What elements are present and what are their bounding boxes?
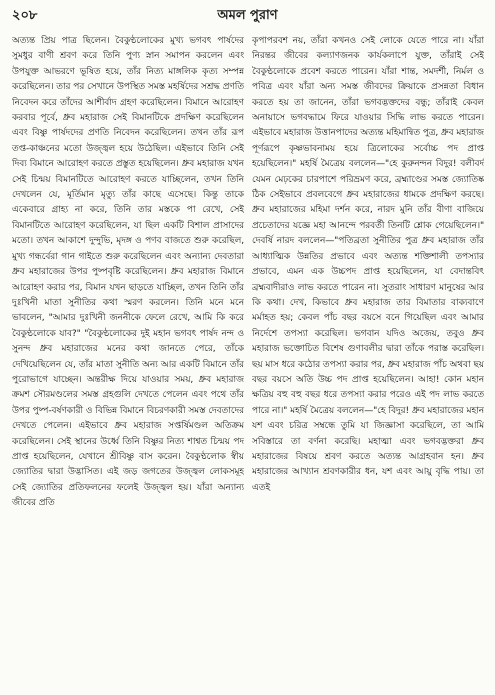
left-column	[12, 34, 244, 512]
left-column-text: অত্যন্ত প্রিয় পাত্র ছিলেন। বৈকুণ্ঠলোকের মুখ্য ভগবৎ পার্ষদের সুমধুর বাণী শ্রবণ করে তিনি পুণ্য স্নান সমাপন করলেন এবং উপযুক্ত আভরণে ভূষিত হয়ে, তাঁর নিত্য মাঙ্গলিক কৃত্য সম্পন্ন করেছিলেন। তার পর সেখানে উপস্থিত সমস্ত মহর্ষিদের সশ্রদ্ধ প্রণতি নিবেদন করে তাঁদের আশীর্বাদ গ্রহণ করেছিলেন। বিমানে আরোহণ করবার পূর্বে, ধ্রুব মহারাজ সেই বিমানটিকে প্রদক্ষিণ করেছিলেন এবং বিষ্ণু পার্ষদদের প্রণতি নিবেদন করেছিলেন। তখন তাঁর রূপ তপ্ত-কাঞ্চনের মতো উজ্জ্বল হয়ে উঠেছিল। এইভাবে তিনি সেই দিব্য বিমানে আরোহণ করতে প্রস্তুত হয়েছিলেন। ধ্রুব মহারাজ যখন সেই চিন্ময় বিমানটিতে আরোহণ করতে যাচ্ছিলেন, তখন তিনি দেখলেন যে, মূর্তিমান মৃত্যু তাঁর কাছে এসেছে। কিন্তু তাকে একেবারে গ্রাহ্য না করে, তিনি তার মস্তকে পা রেখে, সেই বিমানটিতে আরোহণ করেছিলেন, যা ছিল একটি বিশাল প্রাসাদের মতো। তখন আকাশে দুন্দুভি, মৃদঙ্গ ও পণব বাজতে শুরু করেছিল, মুখ্য গন্ধর্বেরা গান গাইতে শুরু করেছিলেন এবং অন্যান্য দেবতারা ধ্রুব মহারাজের উপর পুষ্পবৃষ্টি করেছিলেন। ধ্রুব মহারাজ বিমানে আরোহণ করার পর, বিমান যখন ছাড়তে যাচ্ছিল, তখন তিনি তাঁর দুঃখিনী মাতা সুনীতির কথা স্মরণ করলেন। তিনি মনে মনে ভাবলেন, "আমার দুঃখিনী জননীকে ফেলে রেখে, আমি কি করে বৈকুণ্ঠলোকে যাব?" "বৈকুণ্ঠলোকের দুই মহান ভগবৎ পার্ষদ নন্দ ও সুনন্দ ধ্রুব মহারাজের মনের কথা জানতে পেরে, তাঁকে দেখিয়েছিলেন যে, তাঁর মাতা সুনীতি অন্য আর একটি বিমানে তাঁর পুরোভাগে যাচ্ছেন। অন্তরীক্ষ দিয়ে যাওয়ার সময়, ধ্রুব মহারাজ ক্রমশ সৌরমণ্ডলের সমস্ত গ্রহগুলি দেখতে পেলেন এবং পথে তাঁর উপর পুষ্প-বর্ষণকারী ও বিভিন্ন বিমানে বিচরণকারী সমস্ত দেবতাদের দেখতে পেলেন। এইভাবে ধ্রুব মহারাজ সপ্তর্ষিমণ্ডল অতিক্রম করেছিলেন। সেই স্থানের উর্ধ্বে তিনি বিষ্ণুর নিত্য শাশ্বত চিন্ময় পদ প্রাপ্ত হয়েছিলেন, যেখানে শ্রীবিষ্ণু বাস করেন। বৈকুণ্ঠলোক স্বীয় জ্যোতির দ্বারা উদ্ভাসিত। এই জড় জগতের উজ্জ্বল লোকসমূহ সেই জ্যোতির প্রতিফলনের ফলেই উজ্জ্বল হয়। যাঁরা অন্যান্য জীবের প্রতি	[12, 36, 244, 509]
text-columns	[12, 34, 485, 512]
page-number: ২০৮	[12, 8, 38, 23]
right-column-text: কৃপাপরবশ নয়, তাঁরা কখনও সেই লোকে যেতে পারে না। যাঁরা নিরন্তর জীবের কল্যাণজনক কার্যকলাপে যুক্ত, তাঁরাই সেই বৈকুণ্ঠলোকে প্রবেশ করতে পারেন। যাঁরা শান্ত, সমদর্শী, নির্মল ও পবিত্র এবং যাঁরা অন্য সমস্ত জীবদের ক্রিয়াকে প্রসন্নতা বিধান করতে হয় তা জানেন, তাঁরা ভগবদ্ভক্তদের বন্ধু; তাঁরাই কেবল অনায়াসে ভগবদ্ধামে ফিরে যাওয়ার সিদ্ধি লাভ করতে পারেন। এইভাবে মহারাজ উত্তানপাদের অত্যন্ত মহিমান্বিত পুত্র, ধ্রুব মহারাজ পূর্ণরূপে কৃষ্ণভাবনাময় হয়ে ত্রিলোকের সর্বোচ্চ পদ প্রাপ্ত হয়েছিলেন।" মহর্ষি মৈত্রেয় বললেন—"হে কুরুনন্দন বিদুর! বলীবর্দ যেমন মেঢ়কের চারপাশে পরিভ্রমণ করে, ব্রহ্মাণ্ডের সমস্ত জ্যোতিষ্ক ঠিক সেইভাবে প্রবলবেগে ধ্রুব মহারাজের ধামকে প্রদক্ষিণ করছে। ধ্রুব মহারাজের মহিমা দর্শন করে, নারদ মুনি তাঁর বীণা বাজিয়ে প্রচেতাদের যজ্ঞে মহা আনন্দে পরবর্তী তিনটি শ্লোক গেয়েছিলেন।" দেবর্ষি নারদ বললেন—"পতিব্রতা সুনীতির পুত্র ধ্রুব মহারাজ তাঁর আধ্যাত্মিক উন্নতির প্রভাবে এবং অত্যন্ত শক্তিশালী তপস্যার প্রভাবে, এমন এক উচ্চপদ প্রাপ্ত হয়েছিলেন, যা বেদান্তবিৎ ব্রহ্মবাদীরাও লাভ করতে পারেন না। সুতরাং সাধারণ মানুষের আর কি কথা। দেখ, কিভাবে ধ্রুব মহারাজ তার বিমাতার বাক্যবাণে মর্মাহত হয়; কেবল পাঁচ বছর বয়সে বনে গিয়েছিল এবং আমার নির্দেশে তপস্যা করেছিল। ভগবান যদিও অজেয়, তবুও ধ্রুব মহারাজ ভক্তোচিত বিশেষ গুণাবলীর দ্বারা তাঁকে পরাস্ত করেছিল। ছয় মাস ধরে কঠোর তপস্যা করার পর, ধ্রুব মহারাজ পাঁচ অথবা ছয় বছর বয়সে অতি উচ্চ পদ প্রাপ্ত হয়েছিলেন। আহা! কোন মহান ক্ষত্রিয় বহু বহু বছর ধরে তপস্যা করার পরেও এই পদ লাভ করতে পারে না।" মহর্ষি মৈত্রেয় বললেন—"হে বিদুর! ধ্রুব মহারাজের মহান যশ এবং চরিত্র সম্বন্ধে তুমি যা জিজ্ঞাসা করেছিলে, তা আমি সবিস্তারে তা বর্ণনা করেছি। মহাত্মা এবং ভগবদ্ভক্তরা ধ্রুব মহারাজের বিষয়ে শ্রবণ করতে অত্যন্ত আগ্রহবান হন। ধ্রুব মহারাজের আখ্যান শ্রবণকারীর ধন, যশ এবং আয়ু বৃদ্ধি পায়। তা এতই	[252, 36, 484, 493]
running-title: অমল পুরাণ	[217, 8, 278, 23]
right-column	[252, 34, 484, 512]
